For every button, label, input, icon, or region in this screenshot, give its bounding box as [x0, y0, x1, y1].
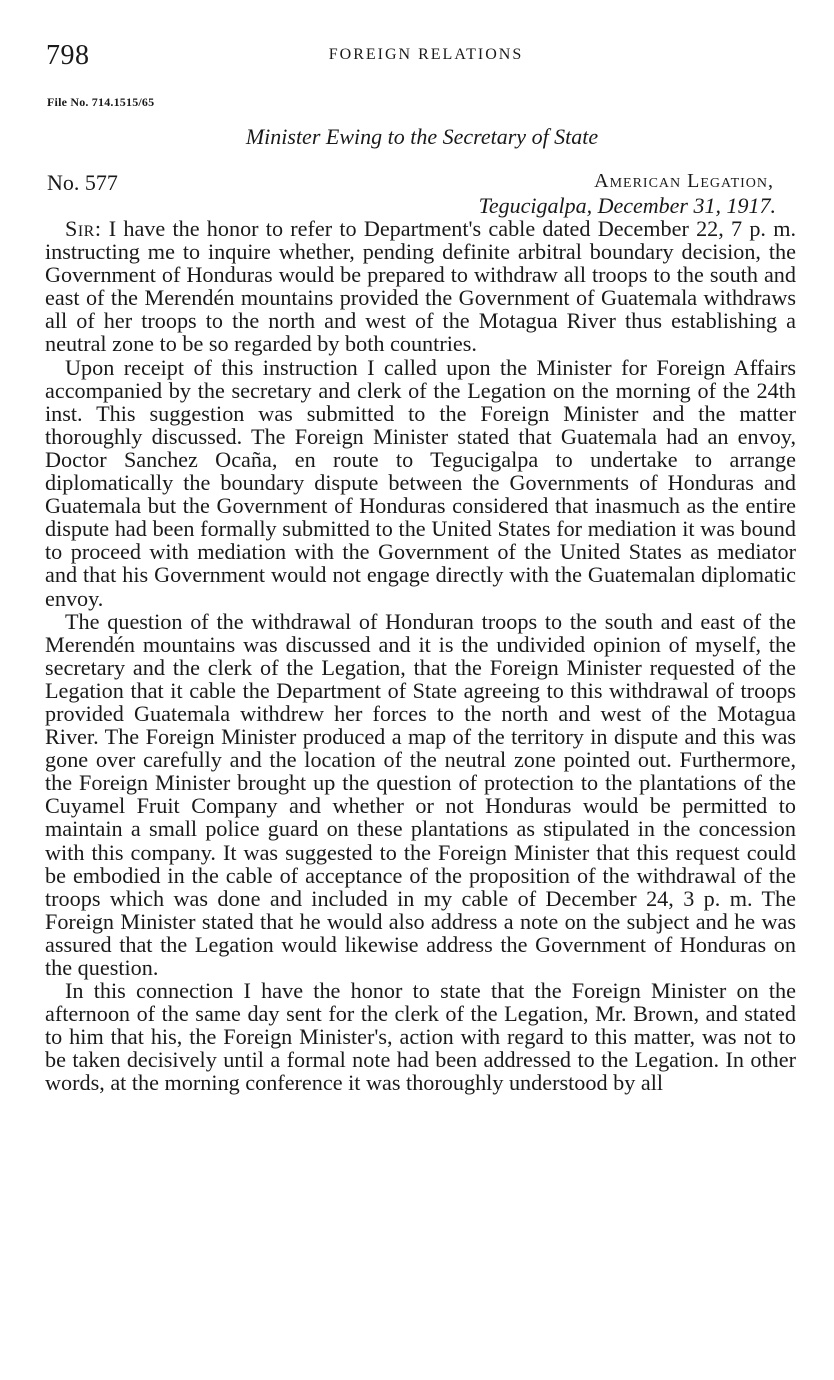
running-title [0, 46, 834, 64]
paragraph-1 [45, 217, 796, 356]
page-number: 798 [46, 40, 90, 71]
place-and-date: Tegucigalpa, December 31, 1917. [478, 193, 776, 218]
salutation: Sir: [65, 216, 102, 241]
paragraph-4: In this connection I have the honor to state that the Foreign Minister on the afternoon of the same day sent for the clerk of the Legation, Mr. Brown, and stated to him that his, the Foreign Minister's, action with regard to this matter, was not to be taken decisively until a formal note had been addressed to the Legation. In other words, at the morning conference it was thoroughly understood by all [45, 978, 796, 1096]
letter-body [45, 217, 796, 1095]
paragraph-1-text: I have the honor to refer to Department's cable dated December 22, 7 p. m. instructing me to inquire whether, pending definite arbitral boundary decision, the Government of Honduras would be prepared to withdraw all troops to the south and east of the Merendén mountains provided the Government of Guatemala withdraws all of her troops to the north and west of the Motagua River thus establishing a neutral zone to be so regarded by both countries. [45, 216, 797, 357]
running-title-text: FOREIGN RELATIONS [328, 46, 524, 63]
letter-number: No. 577 [47, 170, 118, 195]
paragraph-3: The question of the withdrawal of Honduran troops to the south and east of the Merendén mountains was discussed and it is the undivided opinion of myself, the secretary and the clerk of the Legation, that the Foreign Minister requested of the Legation that it cable the Department of State agreeing to this withdrawal of troops provided Guatemala withdrew her forces to the north and west of the Motagua River. The Foreign Minister produced a map of the territory in dispute and this was gone over carefully and the location of the neutral zone pointed out. Furthermore, the Foreign Minister brought up the question of protection to the plantations of the Cuyamel Fruit Company and whether or not Honduras would be permitted to maintain a small police guard on these plantations as stipulated in the concession with this company. It was suggested to the Foreign Minister that this request could be embodied in the cable of acceptance of the proposition of the withdrawal of the troops which was done and included in my cable of December 24, 3 p. m. The Foreign Minister stated that he would also address a note on the subject and he was assured that the Legation would likewise address the Government of Honduras on the question. [45, 608, 796, 980]
sender-address: American Legation, [594, 170, 774, 192]
document-title-text: Minister Ewing to the Secretary of State [245, 124, 599, 149]
document-title [0, 124, 834, 150]
file-number: File No. 714.1515/65 [47, 95, 155, 109]
paragraph-2: Upon receipt of this instruction I called upon the Minister for Foreign Affairs accompanied by the secretary and clerk of the Legation on the morning of the 24th inst. This suggestion was submitted to the Foreign Minister and the matter thoroughly discussed. The Foreign Minister stated that Guatemala had an envoy, Doctor Sanchez Ocaña, en route to Tegucigalpa to undertake to arrange diplomatically the boundary dispute between the Governments of Honduras and Guatemala but the Government of Honduras considered that inasmuch as the entire dispute had been formally submitted to the United States for mediation it was bound to proceed with mediation with the Government of the United States as mediator and that his Government would not engage directly with the Guatemalan diplomatic envoy. [45, 354, 796, 611]
